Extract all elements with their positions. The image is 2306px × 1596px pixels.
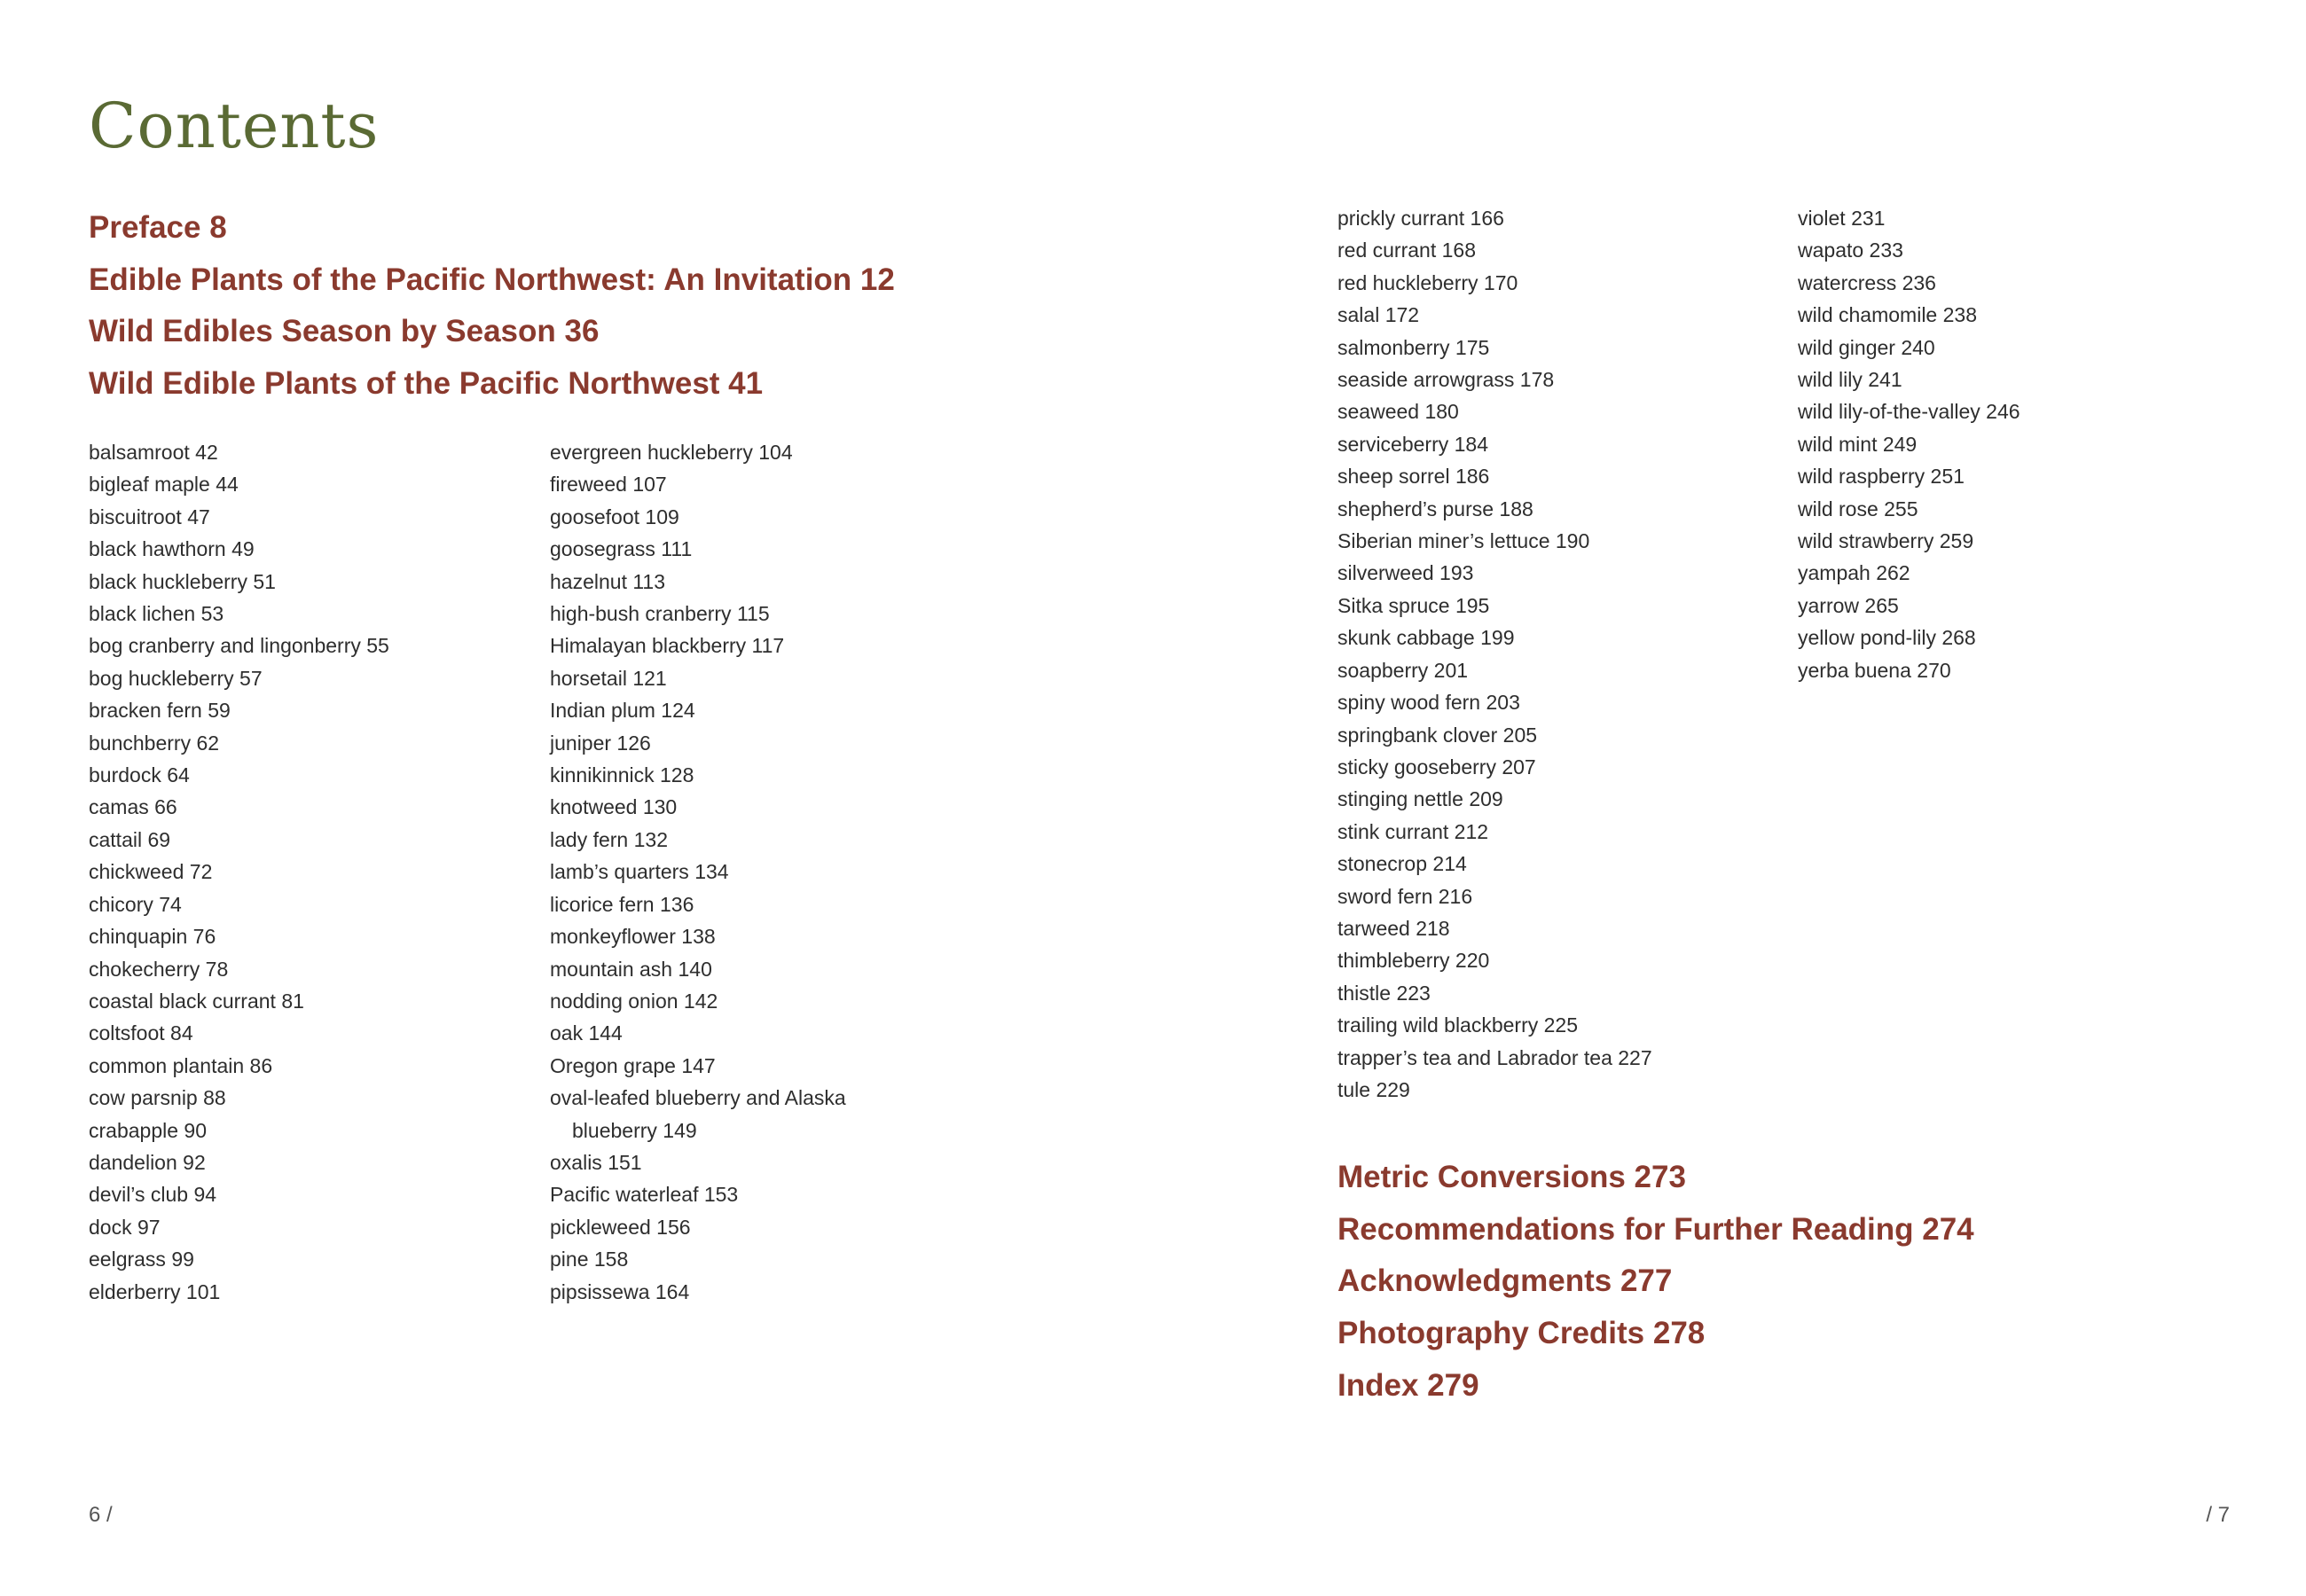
toc-section-metric-conversions[interactable]: Metric Conversions 273 [1337,1160,1686,1194]
toc-entry[interactable]: black hawthorn 49 [89,537,255,561]
toc-entry[interactable]: wild mint 249 [1798,432,1918,456]
toc-section-preface[interactable]: Preface 8 [89,210,227,245]
toc-entry[interactable]: nodding onion 142 [550,989,718,1013]
toc-entry[interactable]: monkeyflower 138 [550,925,716,949]
toc-section-index[interactable]: Index 279 [1337,1367,1479,1403]
toc-entry[interactable]: watercress 236 [1798,270,1936,294]
toc-entry[interactable]: tarweed 218 [1337,916,1450,940]
plant-list-column-1 [89,436,532,1308]
toc-entry[interactable]: goosegrass 111 [550,537,693,561]
toc-entry[interactable]: tule 229 [1337,1077,1410,1101]
toc-entry[interactable]: serviceberry 184 [1337,432,1489,456]
toc-entry[interactable]: biscuitroot 47 [89,505,210,528]
toc-entry[interactable]: kinnikinnick 128 [550,763,694,787]
toc-entry[interactable]: wild lily-of-the-valley 246 [1798,400,2020,424]
toc-entry[interactable]: Indian plum 124 [550,699,695,723]
toc-entry[interactable]: burdock 64 [89,763,190,787]
toc-entry[interactable]: wild strawberry 259 [1798,529,1974,553]
toc-entry[interactable]: salmonberry 175 [1337,335,1490,359]
toc-entry[interactable]: cattail 69 [89,827,171,851]
page-title: Contents [89,90,380,162]
toc-entry[interactable]: yarrow 265 [1798,593,1899,617]
toc-entry[interactable]: sword fern 216 [1337,884,1473,908]
toc-section-photography-credits[interactable]: Photography Credits 278 [1337,1316,1706,1351]
toc-entry[interactable]: prickly currant 166 [1337,207,1504,230]
toc-entry[interactable]: seaside arrowgrass 178 [1337,368,1555,392]
toc-entry[interactable]: chicory 74 [89,892,182,916]
toc-entry[interactable]: thimbleberry 220 [1337,949,1490,973]
toc-entry[interactable]: bigleaf maple 44 [89,473,239,497]
toc-entry[interactable]: horsetail 121 [550,666,667,690]
toc-entry[interactable]: wild chamomile 238 [1798,303,1977,327]
toc-entry[interactable]: spiny wood fern 203 [1337,691,1520,715]
page-number-right: / 7 [2206,1503,2230,1527]
toc-entry[interactable]: skunk cabbage 199 [1337,626,1515,650]
toc-entry[interactable]: eelgrass 99 [89,1248,194,1271]
toc-entry[interactable]: Oregon grape 147 [550,1053,716,1077]
toc-entry[interactable]: soapberry 201 [1337,658,1469,682]
toc-entry[interactable]: devil’s club 94 [89,1183,217,1207]
toc-entry[interactable]: wapato 233 [1798,239,1903,262]
toc-section-wild-edible-plants[interactable]: Wild Edible Plants of the Pacific Northwest 41 [89,366,764,402]
toc-entry[interactable]: seaweed 180 [1337,400,1459,424]
toc-entry[interactable]: oval-leafed blueberry and Alaska [550,1086,846,1110]
toc-entry[interactable]: lady fern 132 [550,827,668,851]
toc-entry[interactable]: bunchberry 62 [89,731,220,755]
toc-entry[interactable]: black huckleberry 51 [89,569,276,593]
toc-entry[interactable]: Pacific waterleaf 153 [550,1183,739,1207]
plant-list-column-4 [1798,202,2241,686]
toc-entry[interactable]: trailing wild blackberry 225 [1337,1013,1579,1037]
toc-entry[interactable]: pickleweed 156 [550,1215,691,1239]
toc-entry[interactable]: camas 66 [89,795,177,819]
plant-list-column-2 [550,436,993,1308]
toc-entry[interactable]: springbank clover 205 [1337,723,1538,747]
toc-entry[interactable]: oak 144 [550,1021,623,1045]
toc-entry[interactable]: Himalayan blackberry 117 [550,634,785,658]
toc-entry[interactable]: sticky gooseberry 207 [1337,755,1536,778]
toc-entry[interactable]: chokecherry 78 [89,957,229,981]
toc-section-season-by-season[interactable]: Wild Edibles Season by Season 36 [89,314,600,349]
toc-entry[interactable]: evergreen huckleberry 104 [550,441,793,464]
toc-entry[interactable]: coastal black currant 81 [89,989,304,1013]
toc-entry[interactable]: red huckleberry 170 [1337,270,1518,294]
toc-entry[interactable]: mountain ash 140 [550,957,712,981]
toc-entry[interactable]: yellow pond-lily 268 [1798,626,1976,650]
toc-entry[interactable]: wild ginger 240 [1798,335,1935,359]
toc-entry[interactable]: fireweed 107 [550,473,667,497]
toc-entry[interactable]: pipsissewa 164 [550,1279,690,1303]
toc-entry[interactable]: coltsfoot 84 [89,1021,193,1045]
toc-entry[interactable]: shepherd’s purse 188 [1337,497,1533,520]
toc-entry[interactable]: common plantain 86 [89,1053,273,1077]
toc-entry[interactable]: Siberian miner’s lettuce 190 [1337,529,1590,553]
toc-entry[interactable]: dandelion 92 [89,1150,206,1174]
toc-entry[interactable]: thistle 223 [1337,981,1431,1005]
toc-entry[interactable]: knotweed 130 [550,795,678,819]
toc-entry[interactable]: trapper’s tea and Labrador tea 227 [1337,1045,1652,1069]
back-matter-sections [1337,1152,2224,1412]
toc-entry[interactable]: silverweed 193 [1337,561,1474,585]
toc-entry[interactable]: cow parsnip 88 [89,1086,226,1110]
toc-entry[interactable]: yampah 262 [1798,561,1910,585]
toc-entry[interactable]: pine 158 [550,1248,629,1271]
toc-entry[interactable]: juniper 126 [550,731,651,755]
page-number-left: 6 / [89,1503,113,1527]
toc-entry[interactable]: goosefoot 109 [550,505,679,528]
toc-entry[interactable]: red currant 168 [1337,239,1476,262]
toc-entry[interactable]: licorice fern 136 [550,892,694,916]
toc-section-further-reading[interactable]: Recommendations for Further Reading 274 [1337,1211,1974,1247]
toc-entry[interactable]: oxalis 151 [550,1150,642,1174]
toc-entry[interactable]: violet 231 [1798,207,1886,230]
toc-entry[interactable]: salal 172 [1337,303,1420,327]
plant-list-column-3 [1337,202,1781,1106]
toc-entry[interactable]: elderberry 101 [89,1279,221,1303]
toc-section-invitation[interactable]: Edible Plants of the Pacific Northwest: An Invitation 12 [89,262,895,297]
toc-entry[interactable]: sheep sorrel 186 [1337,465,1490,489]
toc-entry[interactable]: high-bush cranberry 115 [550,602,770,626]
toc-entry[interactable]: dock 97 [89,1215,161,1239]
toc-entry[interactable]: chickweed 72 [89,860,213,884]
toc-entry[interactable]: chinquapin 76 [89,925,216,949]
toc-entry[interactable]: balsamroot 42 [89,441,218,464]
toc-entry[interactable]: Sitka spruce 195 [1337,593,1490,617]
toc-entry[interactable]: lamb’s quarters 134 [550,860,729,884]
toc-entry[interactable]: stink currant 212 [1337,819,1489,843]
toc-entry[interactable]: wild lily 241 [1798,368,1902,392]
toc-entry[interactable]: bracken fern 59 [89,699,231,723]
front-matter-sections [89,202,1153,411]
toc-entry[interactable]: blueberry 149 [572,1118,697,1142]
toc-entry[interactable]: bog huckleberry 57 [89,666,263,690]
toc-entry[interactable]: wild rose 255 [1798,497,1918,520]
toc-entry[interactable]: stinging nettle 209 [1337,787,1503,811]
toc-entry[interactable]: crabapple 90 [89,1118,207,1142]
toc-entry[interactable]: stonecrop 214 [1337,852,1467,876]
toc-entry[interactable]: hazelnut 113 [550,569,666,593]
toc-entry[interactable]: yerba buena 270 [1798,658,1951,682]
toc-entry[interactable]: wild raspberry 251 [1798,465,1965,489]
toc-entry[interactable]: black lichen 53 [89,602,224,626]
toc-section-acknowledgments[interactable]: Acknowledgments 277 [1337,1264,1673,1299]
toc-entry[interactable]: bog cranberry and lingonberry 55 [89,634,389,658]
